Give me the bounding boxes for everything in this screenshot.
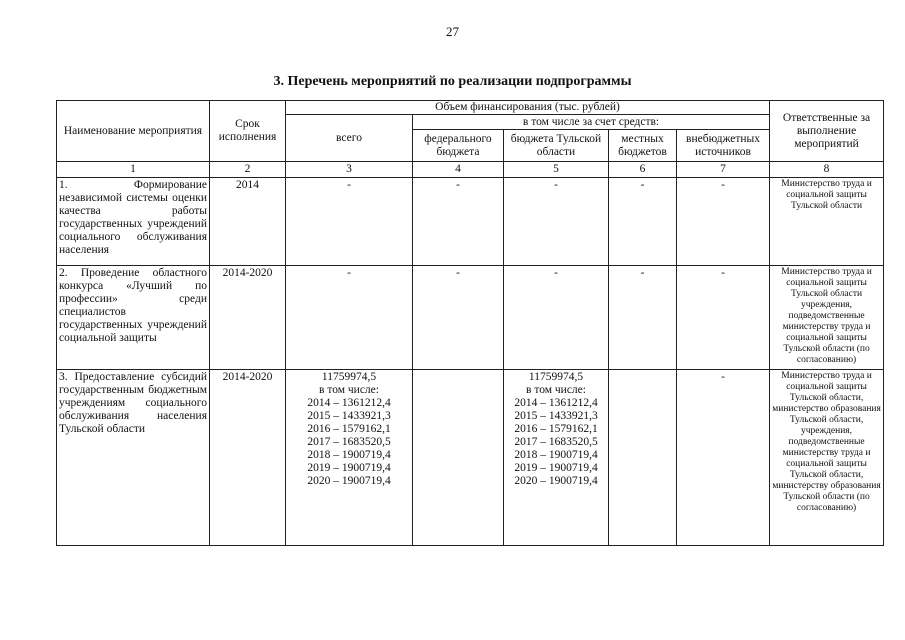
funding-line: 2018 – 1900719,4 — [514, 449, 598, 461]
funding-line: - — [721, 267, 725, 279]
table-row — [57, 266, 884, 370]
funding-line: 2014 – 1361212,4 — [307, 397, 391, 409]
column-number: 5 — [504, 162, 609, 178]
funding-line: 2019 – 1900719,4 — [514, 462, 598, 474]
column-number: 3 — [286, 162, 413, 178]
funding-line: в том числе: — [319, 384, 379, 396]
activity-term: 2014-2020 — [210, 370, 286, 546]
header-row-1 — [57, 101, 884, 115]
column-numbers-row — [57, 162, 884, 178]
activities-table — [56, 100, 884, 546]
funding-line: 2015 – 1433921,3 — [514, 410, 598, 422]
funding-regional — [504, 266, 609, 370]
header-responsible: Ответственные за выполнение мероприятий — [770, 101, 884, 162]
section-title: 3. Перечень мероприятий по реализации подпрограммы — [273, 74, 632, 89]
funding-line: 2015 – 1433921,3 — [307, 410, 391, 422]
column-number: 1 — [57, 162, 210, 178]
header-term: Срок исполнения — [210, 101, 286, 162]
funding-line: 2020 – 1900719,4 — [514, 475, 598, 487]
funding-line: - — [554, 267, 558, 279]
funding-line: 2017 – 1683520,5 — [514, 436, 598, 448]
funding-line: - — [721, 179, 725, 191]
header-name: Наименование мероприятия — [57, 101, 210, 162]
activity-term: 2014-2020 — [210, 266, 286, 370]
funding-line: 2017 – 1683520,5 — [307, 436, 391, 448]
column-number: 2 — [210, 162, 286, 178]
responsible-parties: Министерство труда и социальной защиты Тульской области учреждения, подведомственные министерству труда и социальной защиты Тульской области (по согласованию) — [770, 266, 884, 370]
column-number: 8 — [770, 162, 884, 178]
activity-term: 2014 — [210, 178, 286, 266]
funding-line: - — [640, 179, 645, 191]
funding-extra — [677, 178, 770, 266]
header-federal: федерального бюджета — [413, 130, 504, 162]
funding-line: - — [347, 267, 351, 279]
funding-line: - — [721, 371, 725, 383]
responsible-parties: Министерство труда и социальной защиты Тульской области — [770, 178, 884, 266]
header-including: в том числе за счет средств: — [413, 115, 770, 130]
funding-regional — [504, 370, 609, 546]
responsible-parties: Министерство труда и социальной защиты Тульской области, министерство образования Тульской области, учреждения, подведомственные министерству труда и социальной защиты Тульской области, министерству образования Тульской области (по согласованию) — [770, 370, 884, 546]
activities-body — [57, 178, 884, 546]
funding-line: - — [640, 267, 645, 279]
funding-regional — [504, 178, 609, 266]
funding-line: 11759974,5 — [321, 371, 377, 383]
funding-federal — [413, 266, 504, 370]
funding-line: - — [554, 179, 558, 191]
activity-name: 1. Формирование независимой системы оценки качества работы государственных учреждений социального обслуживания населения — [57, 178, 210, 266]
funding-extra — [677, 370, 770, 546]
funding-line: в том числе: — [526, 384, 586, 396]
header-financing: Объем финансирования (тыс. рублей) — [286, 101, 770, 115]
header-regional: бюджета Тульской области — [504, 130, 609, 162]
page-number: 27 — [446, 24, 459, 39]
funding-local — [609, 266, 677, 370]
column-number: 7 — [677, 162, 770, 178]
funding-line: 2019 – 1900719,4 — [307, 462, 391, 474]
funding-line: - — [347, 179, 351, 191]
funding-line: 2020 – 1900719,4 — [307, 475, 391, 487]
table-row — [57, 370, 884, 546]
column-number: 4 — [413, 162, 504, 178]
funding-line: 2018 – 1900719,4 — [307, 449, 391, 461]
funding-line: 2014 – 1361212,4 — [514, 397, 598, 409]
header-local: местных бюджетов — [609, 130, 677, 162]
funding-federal — [413, 370, 504, 546]
funding-line: - — [456, 267, 460, 279]
funding-federal — [413, 178, 504, 266]
funding-line: - — [456, 179, 460, 191]
activity-name: 3. Предоставление субсидий государственным бюджетным учреждениям социального обслуживания населения Тульской области — [57, 370, 210, 546]
funding-line: 2016 – 1579162,1 — [307, 423, 391, 435]
column-number: 6 — [609, 162, 677, 178]
funding-total — [286, 178, 413, 266]
funding-local — [609, 370, 677, 546]
funding-line: 2016 – 1579162,1 — [514, 423, 598, 435]
header-total: всего — [286, 115, 413, 162]
funding-total — [286, 370, 413, 546]
header-extra: внебюджетных источников — [677, 130, 770, 162]
activity-name: 2. Проведение областного конкурса «Лучший по профессии» среди специалистов государственных учреждений социальной защиты — [57, 266, 210, 370]
funding-total — [286, 266, 413, 370]
funding-extra — [677, 266, 770, 370]
table-row — [57, 178, 884, 266]
funding-line: 11759974,5 — [528, 371, 584, 383]
funding-local — [609, 178, 677, 266]
